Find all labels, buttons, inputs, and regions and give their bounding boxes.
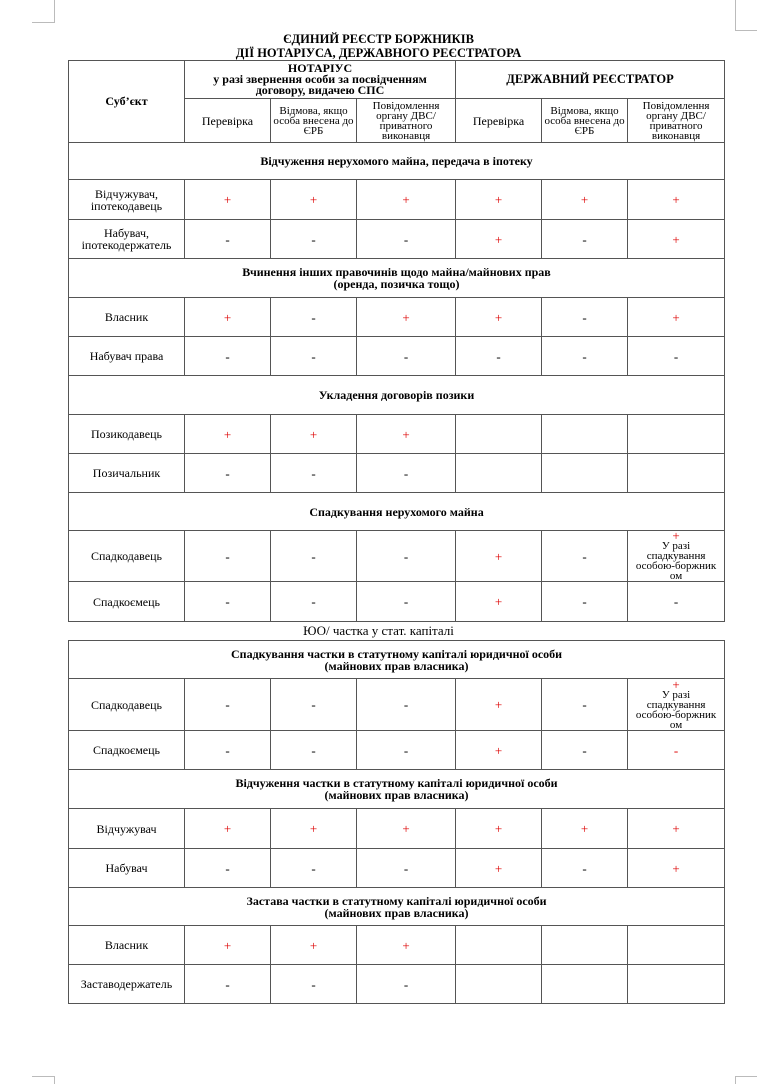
mark-cell: + <box>628 220 725 259</box>
mark-cell: + <box>185 180 271 220</box>
mark-cell: - <box>542 582 628 622</box>
section-title <box>69 259 725 298</box>
mark-cell: - <box>271 220 357 259</box>
mark-cell: + <box>271 926 357 965</box>
section-title-line1: Застава частки в статутному капіталі юридичної особи <box>246 893 547 908</box>
mark-cell: - <box>357 731 456 770</box>
mark-cell: + <box>456 180 542 220</box>
note-line: ом <box>669 570 683 582</box>
table-row <box>69 415 725 454</box>
mark-cell: + <box>271 415 357 454</box>
section-title-line1: Відчуження частки в статутному капіталі юридичної особи <box>235 776 558 790</box>
mark-cell: - <box>271 731 357 770</box>
empty-cell <box>456 965 542 1004</box>
header-notify-notary: Повідомлення органу ДВС/ приватного виконавця <box>357 99 456 143</box>
mark-cell: + <box>185 415 271 454</box>
conditional-mark-cell <box>628 531 725 582</box>
subject-cell: Набувач <box>69 849 185 888</box>
header-refusal-registrar: Відмова, якщо особа внесена до ЄРБ <box>542 99 628 143</box>
mark-cell: - <box>185 220 271 259</box>
section-title-line2: (майнових прав власника) <box>324 905 469 920</box>
empty-cell <box>542 415 628 454</box>
mark-cell: + <box>456 849 542 888</box>
mark-cell: + <box>456 531 542 582</box>
mark-cell: - <box>628 731 725 770</box>
table-row <box>69 337 725 376</box>
mark-cell: - <box>271 582 357 622</box>
subject-cell: Відчужувач, іпотекодавець <box>69 180 185 220</box>
mark-cell: + <box>185 926 271 965</box>
conditional-mark-cell <box>628 679 725 731</box>
mark-cell: - <box>542 531 628 582</box>
table-row <box>69 298 725 337</box>
mark-cell: + <box>357 809 456 849</box>
mark-cell: - <box>271 531 357 582</box>
mark-cell: - <box>357 582 456 622</box>
header-registrar: ДЕРЖАВНИЙ РЕЄСТРАТОР <box>456 61 725 99</box>
section-title <box>69 770 725 809</box>
mark-cell: + <box>628 298 725 337</box>
mark-plus: + <box>672 678 680 692</box>
section-title <box>69 641 725 679</box>
mark-cell: - <box>542 337 628 376</box>
note-line: особою-боржник <box>635 560 717 572</box>
note-line: ом <box>669 718 683 731</box>
subject-cell: Спадкоємець <box>69 731 185 770</box>
mark-cell: - <box>271 849 357 888</box>
table-row <box>69 965 725 1004</box>
empty-cell <box>628 926 725 965</box>
notary-title: НОТАРІУС <box>287 61 353 75</box>
mark-cell: - <box>357 679 456 731</box>
header-notary <box>185 61 456 99</box>
mark-cell: + <box>456 582 542 622</box>
mark-cell: - <box>542 849 628 888</box>
table-row <box>69 809 725 849</box>
table-row <box>69 220 725 259</box>
mark-cell: + <box>357 415 456 454</box>
mark-cell: - <box>185 531 271 582</box>
table-row <box>69 849 725 888</box>
mark-cell: - <box>456 337 542 376</box>
subject-cell: Спадкоємець <box>69 582 185 622</box>
subject-cell: Заставодержатель <box>69 965 185 1004</box>
mark-cell: + <box>542 809 628 849</box>
mark-cell: + <box>456 220 542 259</box>
mark-cell: + <box>357 926 456 965</box>
mark-cell: + <box>456 298 542 337</box>
empty-cell <box>542 965 628 1004</box>
table-row <box>69 679 725 731</box>
subject-cell: Спадкодавець <box>69 679 185 731</box>
mark-cell: - <box>542 731 628 770</box>
section-title-line1: Вчинення інших правочинів щодо майна/майнових прав <box>242 265 551 279</box>
section-title-line1: Спадкування частки в статутному капіталі юридичної особи <box>231 646 563 661</box>
mark-cell: - <box>357 454 456 493</box>
mark-cell: - <box>357 849 456 888</box>
mark-cell: - <box>271 337 357 376</box>
registry-table-1 <box>68 60 725 622</box>
subject-cell: Власник <box>69 926 185 965</box>
empty-cell <box>456 415 542 454</box>
empty-cell <box>542 454 628 493</box>
subject-cell: Відчужувач <box>69 809 185 849</box>
crop-mark-top-left <box>32 0 55 23</box>
table-row <box>69 731 725 770</box>
mark-cell: + <box>456 731 542 770</box>
subject-cell: Набувач права <box>69 337 185 376</box>
table-row <box>69 582 725 622</box>
mark-cell: - <box>185 849 271 888</box>
subject-cell: Позичальник <box>69 454 185 493</box>
note-line: спадкування <box>646 698 706 711</box>
section-label: ЮО/ частка у стат. капіталі <box>303 623 454 638</box>
mark-cell: + <box>357 298 456 337</box>
table-row <box>69 180 725 220</box>
subject-cell: Позикодавець <box>69 415 185 454</box>
empty-cell <box>628 415 725 454</box>
mark-cell: - <box>357 337 456 376</box>
header-subject: Суб’єкт <box>69 61 185 143</box>
mark-cell: + <box>271 180 357 220</box>
empty-cell <box>542 926 628 965</box>
mark-cell: - <box>271 965 357 1004</box>
mark-cell: + <box>185 298 271 337</box>
mark-cell: + <box>628 849 725 888</box>
header-check-registrar: Перевірка <box>456 99 542 143</box>
notary-sub1: у разі звернення особи за посвідченням <box>213 72 427 86</box>
document-title: ЄДИНИЙ РЕЄСТР БОРЖНИКІВ <box>283 32 474 46</box>
mark-cell: - <box>185 582 271 622</box>
mark-cell: - <box>628 337 725 376</box>
mark-cell: - <box>357 220 456 259</box>
mark-cell: - <box>542 679 628 731</box>
note-line: У разі <box>661 688 691 701</box>
mark-cell: - <box>271 298 357 337</box>
section-title: Укладення договорів позики <box>69 376 725 415</box>
mark-cell: - <box>271 679 357 731</box>
mark-cell: - <box>185 731 271 770</box>
mark-cell: + <box>357 180 456 220</box>
section-title <box>69 888 725 926</box>
mark-cell: + <box>628 180 725 220</box>
subject-cell: Власник <box>69 298 185 337</box>
header-refusal-notary: Відмова, якщо особа внесена до ЄРБ <box>271 99 357 143</box>
mark-cell: + <box>185 809 271 849</box>
crop-mark-top-right <box>735 0 757 31</box>
empty-cell <box>456 454 542 493</box>
note-line: спадкування <box>646 550 706 562</box>
section-title: Відчуження нерухомого майна, передача в іпотеку <box>69 143 725 180</box>
notary-sub2: договору, видачею СПС <box>255 83 385 97</box>
section-title-line2: (майнових прав власника) <box>324 788 469 802</box>
note-line: особою-боржник <box>635 708 717 721</box>
mark-plus: + <box>672 530 680 543</box>
section-title: Спадкування нерухомого майна <box>69 493 725 531</box>
mark-cell: + <box>542 180 628 220</box>
section-title-line2: (майнових прав власника) <box>324 658 469 673</box>
mark-cell: + <box>456 679 542 731</box>
subject-cell: Спадкодавець <box>69 531 185 582</box>
subject-cell: Набувач, іпотекодержатель <box>69 220 185 259</box>
mark-cell: - <box>185 965 271 1004</box>
empty-cell <box>628 454 725 493</box>
section-title-line2: (оренда, позичка тощо) <box>333 277 460 291</box>
mark-cell: - <box>628 582 725 622</box>
empty-cell <box>628 965 725 1004</box>
mark-cell: - <box>185 679 271 731</box>
mark-cell: - <box>185 337 271 376</box>
note-line: У разі <box>661 540 691 552</box>
mark-cell: + <box>456 809 542 849</box>
empty-cell <box>456 926 542 965</box>
table-row <box>69 926 725 965</box>
mark-cell: - <box>357 531 456 582</box>
mark-cell: + <box>628 809 725 849</box>
document-subtitle: ДІЇ НОТАРІУСА, ДЕРЖАВНОГО РЕЄСТРАТОРА <box>235 46 522 60</box>
mark-cell: + <box>271 809 357 849</box>
mark-cell: - <box>542 298 628 337</box>
header-notify-registrar: Повідомлення органу ДВС/ приватного виконавця <box>628 99 725 143</box>
registry-table-2 <box>68 640 725 1004</box>
table-row <box>69 531 725 582</box>
mark-cell: - <box>185 454 271 493</box>
header-check-notary: Перевірка <box>185 99 271 143</box>
mark-cell: - <box>357 965 456 1004</box>
mark-cell: - <box>271 454 357 493</box>
table-row <box>69 454 725 493</box>
mark-cell: - <box>542 220 628 259</box>
